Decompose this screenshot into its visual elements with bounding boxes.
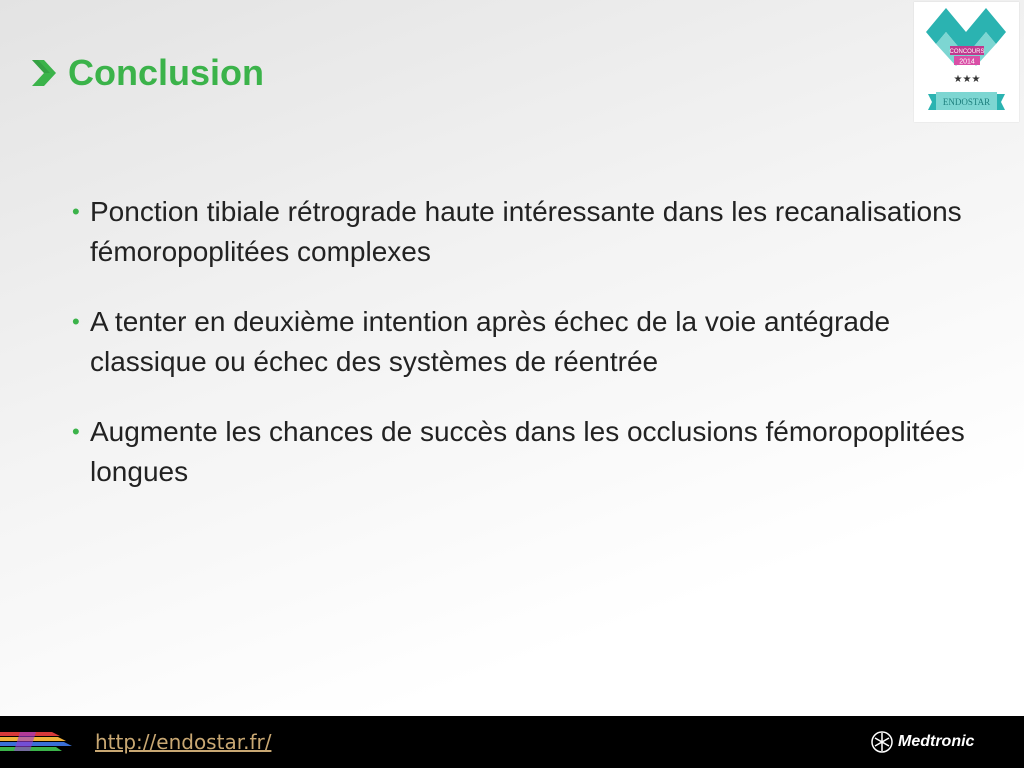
bullet-text: A tenter en deuxième intention après échec de la voie antégrade classique ou échec des systèmes de réentrée [90, 306, 891, 377]
color-stripes-icon [0, 730, 78, 754]
medtronic-logo [870, 730, 974, 754]
badge-year: 2014 [959, 58, 975, 66]
bullet-list [72, 192, 972, 522]
badge-stars: ★★★ [953, 74, 981, 85]
list-item [72, 412, 972, 492]
list-item [72, 192, 972, 272]
footer-bar [0, 716, 1024, 768]
endostar-badge-icon [914, 2, 1019, 122]
bullet-marker: • [72, 419, 80, 444]
chevron-right-icon [30, 56, 60, 90]
bullet-text: Augmente les chances de succès dans les occlusions fémoropoplitées longues [90, 416, 965, 487]
slide-title [30, 52, 264, 94]
badge-line1: CONCOURS [949, 49, 985, 55]
bullet-text: Ponction tibiale rétrograde haute intéressante dans les recanalisations fémoropoplitées complexes [90, 196, 962, 267]
page-title: Conclusion [68, 52, 264, 93]
company-name: Medtronic [898, 733, 975, 750]
list-item [72, 302, 972, 382]
medtronic-logo-icon [870, 730, 894, 754]
bullet-marker: • [72, 309, 80, 334]
endostar-badge-logo [914, 2, 1019, 122]
badge-brand: ENDOSTAR [942, 97, 991, 107]
bullet-marker: • [72, 199, 80, 224]
footer-link[interactable]: http://endostar.fr/ [95, 730, 272, 754]
